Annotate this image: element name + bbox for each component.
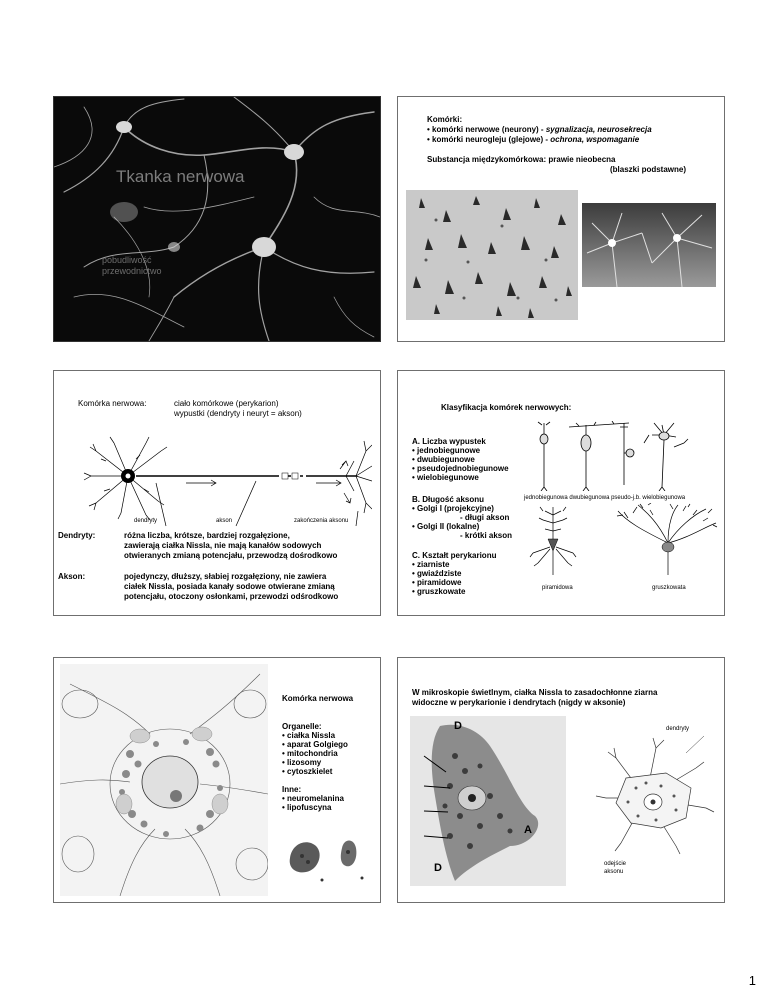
class-a-item-4: • wielobiegunowe [412,473,479,482]
slide-3 [53,370,381,616]
label-axon-origin-2: aksonu [604,869,624,875]
slide-6 [397,657,725,903]
purkinje-caption: gruszkowata [652,585,686,591]
neurons-function: sygnalizacja, neurosekrecja [545,125,652,134]
organelle-mitochondria: • mitochondria [282,749,338,758]
nissl-text-line-2: widoczne w perykarionie i dendrytach (nigdy w aksonie) [412,698,626,707]
slide-1 [53,96,381,342]
substance-text: Substancja międzykomórkowa: prawie nieobecna [427,155,616,164]
property-conductivity: przewodnictwo [102,266,162,276]
class-a-item-2: • dwubiegunowe [412,455,475,464]
substance-note: (blaszki podstawne) [610,165,687,174]
class-b-item-3: • Golgi II (lokalne) [412,522,480,531]
neuron-culture-photo [54,97,380,341]
label-dendrite-bottom: D [434,862,442,874]
organelle-nissl: • ciałka Nissla [282,731,336,740]
neuron-desc-processes: wypustki (dendryty i neuryt = akson) [174,409,302,418]
organelle-golgi: • aparat Golgiego [282,740,348,749]
class-c-item-1: • ziarniste [412,560,450,569]
em-title: Komórka nerwowa [282,694,354,703]
axon-line-3: potencjału, otoczony osłonkami, przewodzi odśrodkowo [124,592,339,601]
dendrites-label: Dendryty: [58,531,96,540]
nissl-stained-tissue-photo [406,190,578,320]
class-a-item-3: • pseudojednobiegunowe [412,464,509,473]
nissl-text-line-1: W mikroskopie świetlnym, ciałka Nissla to zasadochłonne ziarna [412,688,658,697]
neuron-diagram [66,431,372,527]
slide-title: Tkanka nerwowa [116,167,245,186]
property-excitability: pobudliwość [102,255,152,265]
class-b-item-4: - krótki akson [460,531,513,540]
slide-4 [397,370,725,616]
label-axon: A [524,824,532,836]
nissl-micrograph [410,716,566,886]
class-a-item-1: • jednobiegunowe [412,446,481,455]
diagram-label-axon-terminals: zakończenia aksonu [294,518,349,524]
cells-line-neurons [427,125,652,135]
page-number: 1 [748,973,756,988]
slide-5 [53,657,381,903]
diagram-label-dendrites: dendryty [134,518,158,524]
pigment-micrograph [282,828,370,888]
class-c-item-4: • gruszkowate [412,587,466,596]
other-neuromelanin: • neuromelanina [282,794,344,803]
axon-line-1: pojedynczy, dłuższy, słabiej rozgałęziony, nie zawiera [124,572,327,581]
slide-2 [397,96,725,342]
dendrites-line-3: otwieranych zmianą potencjału, przewodzą dośrodkowo [124,551,338,560]
classification-title: Klasyfikacja komórek nerwowych: [441,403,572,412]
other-title: Inne: [282,785,302,794]
dendrites-line-1: różna liczba, krótsze, bardziej rozgałęzione, [124,531,290,540]
organelle-cytoskeleton: • cytoszkielet [282,767,333,776]
neuron-3d-render [582,203,716,287]
neuron-types-drawing [524,421,720,491]
diagram-label-axon: akson [216,518,233,524]
cells-heading: Komórki: [427,115,463,124]
organelle-lysosomes: • lizosomy [282,758,322,767]
axon-label: Akson: [58,572,86,581]
class-b-item-2: - długi akson [460,513,510,522]
neuron-types-caption: jednobiegunowa dwubiegunowa pseudo-j.b. wielobiegunowa [524,495,686,501]
glia-function: ochrona, wspomaganie [550,135,640,144]
glia-text: • komórki neurogleju (glejowe) - [427,135,551,144]
class-c-title: C. Kształt perykarionu [412,551,497,560]
class-b-item-1: • Golgi I (projekcyjne) [412,504,494,513]
organelles-title: Organelle: [282,722,322,731]
neuron-desc-body: ciało komórkowe (perykarion) [174,399,279,408]
class-c-item-3: • piramidowe [412,578,462,587]
neuron-label: Komórka nerwowa: [78,399,147,408]
label-axon-origin-1: odejście [604,861,627,867]
neurons-text: • komórki nerwowe (neurony) - [427,125,546,134]
pyramidal-caption: piramidowa [542,585,573,591]
pyramidal-and-purkinje-drawing [528,503,718,581]
dendrites-line-2: zawierają ciałka Nissla, nie mają kanałów sodowych [124,541,322,550]
cells-line-glia [427,135,639,145]
other-lipofuscin: • lipofuscyna [282,803,332,812]
class-b-title: B. Długość aksonu [412,495,485,504]
neuron-drawing [586,728,716,858]
label-dendrite-top: D [454,720,462,732]
neuron-em-drawing [60,664,268,896]
class-a-title: A. Liczba wypustek [412,437,486,446]
label-dendrites: dendryty [666,726,690,732]
axon-line-2: ciałek Nissla, posiada kanały sodowe otwierane zmianą [124,582,335,591]
class-c-item-2: • gwiaździste [412,569,462,578]
